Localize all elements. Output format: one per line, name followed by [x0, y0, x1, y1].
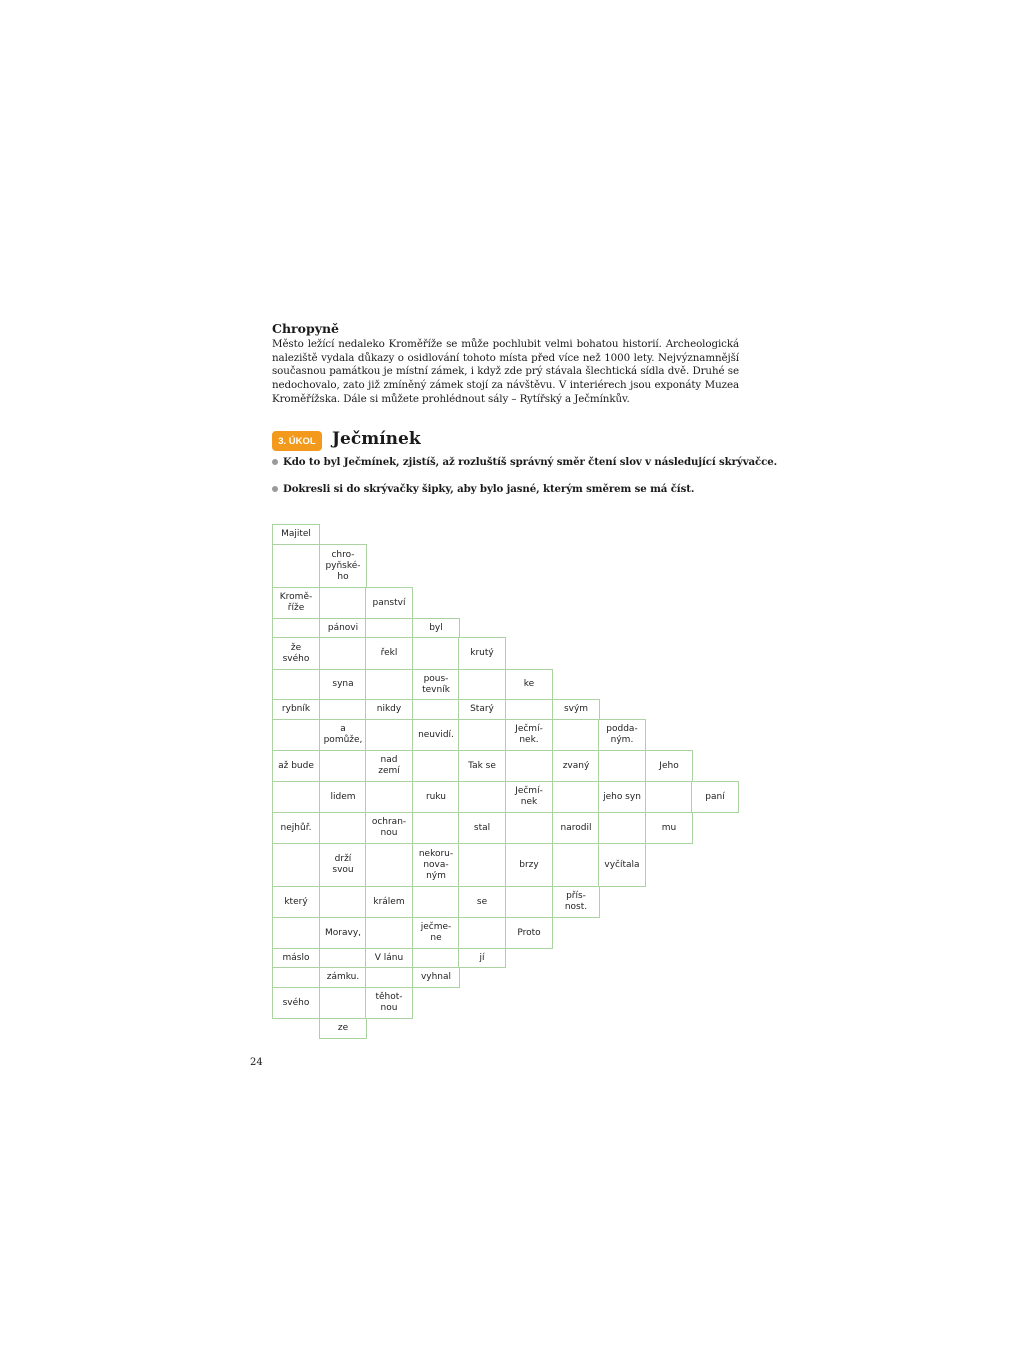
- puzzle-empty-cell: [272, 781, 320, 813]
- puzzle-word-cell: vyčítala: [598, 843, 646, 887]
- puzzle-word-cell: zámku.: [319, 967, 367, 988]
- puzzle-word-cell: pous- tevník: [412, 669, 460, 700]
- instruction-2: [272, 483, 694, 495]
- puzzle-word-cell: řekl: [365, 637, 413, 670]
- puzzle-word-cell: přís- nost.: [552, 886, 600, 918]
- puzzle-word-cell: byl: [412, 618, 460, 638]
- puzzle-empty-cell: [319, 987, 367, 1019]
- puzzle-empty-cell: [552, 719, 600, 751]
- puzzle-word-cell: máslo: [272, 948, 320, 968]
- puzzle-empty-cell: [319, 812, 367, 844]
- puzzle-word-cell: Kromě- říže: [272, 587, 320, 619]
- puzzle-word-cell: Majitel: [272, 524, 320, 545]
- puzzle-empty-cell: [412, 948, 460, 968]
- puzzle-empty-cell: [319, 750, 367, 782]
- puzzle-word-cell: Tak se: [458, 750, 506, 782]
- puzzle-word-cell: se: [458, 886, 506, 918]
- puzzle-empty-cell: [645, 781, 693, 813]
- instruction-1-text: Kdo to byl Ječmínek, zjistíš, až rozluštíš správný směr čtení slov v následující skrývačce.: [283, 456, 778, 468]
- puzzle-empty-cell: [412, 812, 460, 844]
- puzzle-word-cell: jeho syn: [598, 781, 646, 813]
- puzzle-word-cell: podda- ným.: [598, 719, 646, 751]
- puzzle-empty-cell: [412, 699, 460, 720]
- puzzle-empty-cell: [458, 669, 506, 700]
- puzzle-empty-cell: [458, 719, 506, 751]
- puzzle-word-cell: nad zemí: [365, 750, 413, 782]
- puzzle-word-cell: těhot- nou: [365, 987, 413, 1019]
- puzzle-word-cell: Starý: [458, 699, 506, 720]
- puzzle-word-cell: chro- pyňské- ho: [319, 544, 367, 588]
- puzzle-word-cell: Moravy,: [319, 917, 367, 949]
- puzzle-word-cell: brzy: [505, 843, 553, 887]
- puzzle-empty-cell: [412, 886, 460, 918]
- puzzle-word-cell: V lánu: [365, 948, 413, 968]
- puzzle-empty-cell: [505, 886, 553, 918]
- puzzle-empty-cell: [505, 750, 553, 782]
- puzzle-word-cell: jí: [458, 948, 506, 968]
- puzzle-word-cell: narodil: [552, 812, 600, 844]
- puzzle-empty-cell: [598, 750, 646, 782]
- puzzle-empty-cell: [272, 544, 320, 588]
- puzzle-word-cell: nikdy: [365, 699, 413, 720]
- puzzle-empty-cell: [458, 781, 506, 813]
- puzzle-word-cell: Ječmí- nek: [505, 781, 553, 813]
- puzzle-word-cell: že svého: [272, 637, 320, 670]
- puzzle-empty-cell: [319, 587, 367, 619]
- puzzle-word-cell: panství: [365, 587, 413, 619]
- puzzle-empty-cell: [272, 967, 320, 988]
- puzzle-word-cell: drží svou: [319, 843, 367, 887]
- puzzle-word-cell: ječme- ne: [412, 917, 460, 949]
- puzzle-empty-cell: [412, 637, 460, 670]
- puzzle-empty-cell: [272, 618, 320, 638]
- puzzle-word-cell: Jeho: [645, 750, 693, 782]
- task-title: Ječmínek: [332, 429, 421, 449]
- puzzle-word-cell: syna: [319, 669, 367, 700]
- section-heading: Chropyně: [272, 321, 340, 336]
- puzzle-word-cell: svého: [272, 987, 320, 1019]
- bullet-icon: [272, 486, 278, 492]
- puzzle-word-cell: krutý: [458, 637, 506, 670]
- puzzle-word-cell: Proto: [505, 917, 553, 949]
- instruction-2-text: Dokresli si do skrývačky šipky, aby bylo jasné, kterým směrem se má číst.: [283, 483, 695, 495]
- puzzle-word-cell: zvaný: [552, 750, 600, 782]
- puzzle-word-cell: a pomůže,: [319, 719, 367, 751]
- puzzle-word-cell: až bude: [272, 750, 320, 782]
- puzzle-word-cell: mu: [645, 812, 693, 844]
- puzzle-word-cell: lidem: [319, 781, 367, 813]
- puzzle-word-cell: králem: [365, 886, 413, 918]
- puzzle-empty-cell: [319, 699, 367, 720]
- puzzle-word-cell: paní: [691, 781, 739, 813]
- puzzle-empty-cell: [272, 917, 320, 949]
- puzzle-empty-cell: [552, 781, 600, 813]
- puzzle-word-cell: ze: [319, 1018, 367, 1039]
- puzzle-empty-cell: [272, 843, 320, 887]
- puzzle-empty-cell: [365, 967, 413, 988]
- puzzle-empty-cell: [458, 843, 506, 887]
- intro-paragraph: Město ležící nedaleko Kroměříže se může pochlubit velmi bohatou historií. Archeologická naleziště vydala důkazy o osidlování tohoto místa před více než 1000 lety. Nejvýznamnější současnou památkou je místní zámek, i když zde prý stávala šlechtická sídla dvě. Druhé se nedochovalo, zato již zmíněný zámek stojí za návštěvu. V interiérech jsou exponáty Muzea Kroměřížska. Dále si můžete prohlédnout sály – Rytířský a Ječmínkův.: [272, 338, 739, 405]
- puzzle-word-cell: neuvidí.: [412, 719, 460, 751]
- puzzle-word-cell: ke: [505, 669, 553, 700]
- puzzle-empty-cell: [505, 699, 553, 720]
- puzzle-empty-cell: [365, 719, 413, 751]
- puzzle-empty-cell: [505, 812, 553, 844]
- puzzle-word-cell: stal: [458, 812, 506, 844]
- puzzle-empty-cell: [319, 948, 367, 968]
- puzzle-empty-cell: [365, 781, 413, 813]
- instruction-1: [272, 456, 777, 468]
- puzzle-empty-cell: [552, 843, 600, 887]
- page-number: 24: [250, 1057, 263, 1068]
- puzzle-word-cell: vyhnal: [412, 967, 460, 988]
- puzzle-empty-cell: [272, 669, 320, 700]
- puzzle-empty-cell: [365, 843, 413, 887]
- puzzle-empty-cell: [365, 618, 413, 638]
- puzzle-empty-cell: [319, 886, 367, 918]
- puzzle-empty-cell: [365, 669, 413, 700]
- puzzle-empty-cell: [319, 637, 367, 670]
- puzzle-empty-cell: [365, 917, 413, 949]
- puzzle-word-cell: ruku: [412, 781, 460, 813]
- puzzle-empty-cell: [598, 812, 646, 844]
- puzzle-empty-cell: [412, 750, 460, 782]
- puzzle-word-cell: nejhůř.: [272, 812, 320, 844]
- task-badge: 3. ÚKOL: [272, 431, 322, 451]
- puzzle-word-cell: který: [272, 886, 320, 918]
- puzzle-word-cell: Ječmí- nek.: [505, 719, 553, 751]
- puzzle-word-cell: rybník: [272, 699, 320, 720]
- puzzle-word-cell: svým: [552, 699, 600, 720]
- puzzle-word-cell: ochran- nou: [365, 812, 413, 844]
- bullet-icon: [272, 459, 278, 465]
- puzzle-word-cell: nekoru- nova- ným: [412, 843, 460, 887]
- puzzle-empty-cell: [272, 719, 320, 751]
- puzzle-word-cell: pánovi: [319, 618, 367, 638]
- puzzle-empty-cell: [458, 917, 506, 949]
